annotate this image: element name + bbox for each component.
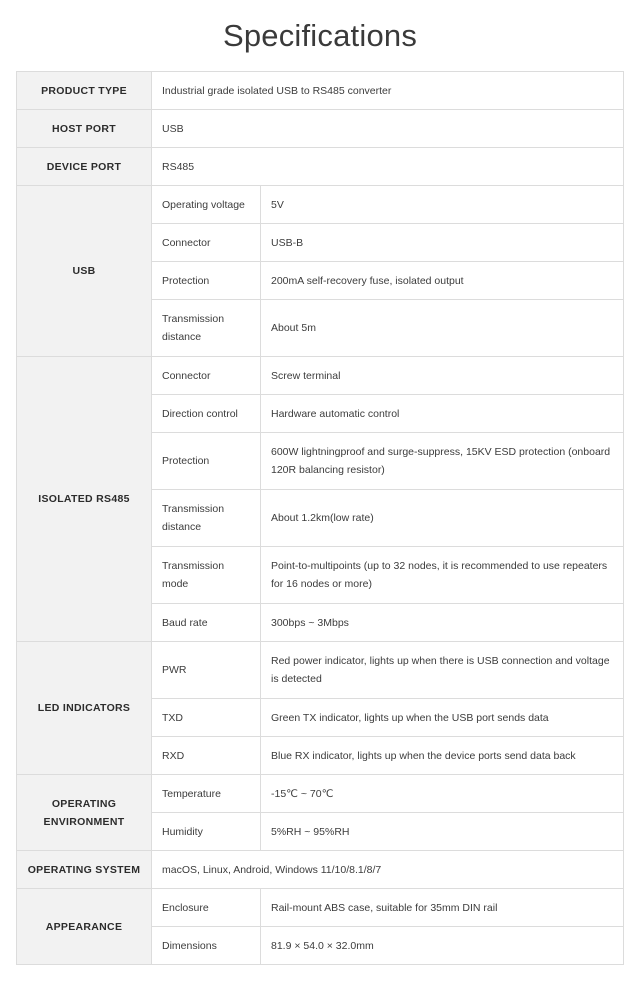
spec-name: Connector — [152, 357, 261, 395]
table-row — [17, 642, 624, 699]
spec-name: Dimensions — [152, 927, 261, 965]
spec-value: About 5m — [261, 300, 624, 357]
spec-value: Screw terminal — [261, 357, 624, 395]
spec-value: -15℃ ~ 70℃ — [261, 775, 624, 813]
category-label-usb: USB — [17, 186, 152, 357]
table-row — [17, 851, 624, 889]
table-row — [17, 186, 624, 224]
spec-value: USB-B — [261, 224, 624, 262]
spec-name: Operating voltage — [152, 186, 261, 224]
spec-name: Temperature — [152, 775, 261, 813]
spec-name: RXD — [152, 737, 261, 775]
spec-name: Transmission mode — [152, 547, 261, 604]
spec-value: 5V — [261, 186, 624, 224]
spec-name: Transmission distance — [152, 490, 261, 547]
spec-name: Protection — [152, 433, 261, 490]
category-label-product-type: PRODUCT TYPE — [17, 72, 152, 110]
spec-name: PWR — [152, 642, 261, 699]
spec-name: Enclosure — [152, 889, 261, 927]
category-label-device-port: DEVICE PORT — [17, 148, 152, 186]
page-title: Specifications — [222, 18, 418, 53]
spec-name: Humidity — [152, 813, 261, 851]
spec-value: 81.9 × 54.0 × 32.0mm — [261, 927, 624, 965]
category-label-led-indicators: LED INDICATORS — [17, 642, 152, 775]
spec-value: Red power indicator, lights up when there is USB connection and voltage is detected — [261, 642, 624, 699]
spec-name: TXD — [152, 699, 261, 737]
table-row — [17, 775, 624, 813]
table-row — [17, 72, 624, 110]
host-port-value: USB — [152, 110, 624, 148]
spec-name: Transmission distance — [152, 300, 261, 357]
spec-name: Baud rate — [152, 604, 261, 642]
category-label-isolated-rs485: ISOLATED RS485 — [17, 357, 152, 642]
table-row — [17, 357, 624, 395]
table-row — [17, 889, 624, 927]
spec-value: 5%RH ~ 95%RH — [261, 813, 624, 851]
spec-value: About 1.2km(low rate) — [261, 490, 624, 547]
category-label-appearance: APPEARANCE — [17, 889, 152, 965]
specifications-table — [16, 71, 624, 965]
table-row — [17, 110, 624, 148]
spec-value: Point-to-multipoints (up to 32 nodes, it is recommended to use repeaters for 16 nodes or more) — [261, 547, 624, 604]
spec-value: 600W lightningproof and surge-suppress, 15KV ESD protection (onboard 120R balancing resistor) — [261, 433, 624, 490]
spec-value: 200mA self-recovery fuse, isolated output — [261, 262, 624, 300]
operating-system-value: macOS, Linux, Android, Windows 11/10/8.1/8/7 — [152, 851, 624, 889]
spec-name: Connector — [152, 224, 261, 262]
category-label-operating-system: OPERATING SYSTEM — [17, 851, 152, 889]
spec-value: Green TX indicator, lights up when the USB port sends data — [261, 699, 624, 737]
device-port-value: RS485 — [152, 148, 624, 186]
spec-name: Protection — [152, 262, 261, 300]
table-row — [17, 148, 624, 186]
product-type-value: Industrial grade isolated USB to RS485 converter — [152, 72, 624, 110]
category-label-operating-environment: OPERATING ENVIRONMENT — [17, 775, 152, 851]
spec-value: Rail-mount ABS case, suitable for 35mm DIN rail — [261, 889, 624, 927]
spec-value: Hardware automatic control — [261, 395, 624, 433]
spec-value: 300bps ~ 3Mbps — [261, 604, 624, 642]
spec-name: Direction control — [152, 395, 261, 433]
category-label-host-port: HOST PORT — [17, 110, 152, 148]
spec-value: Blue RX indicator, lights up when the device ports send data back — [261, 737, 624, 775]
